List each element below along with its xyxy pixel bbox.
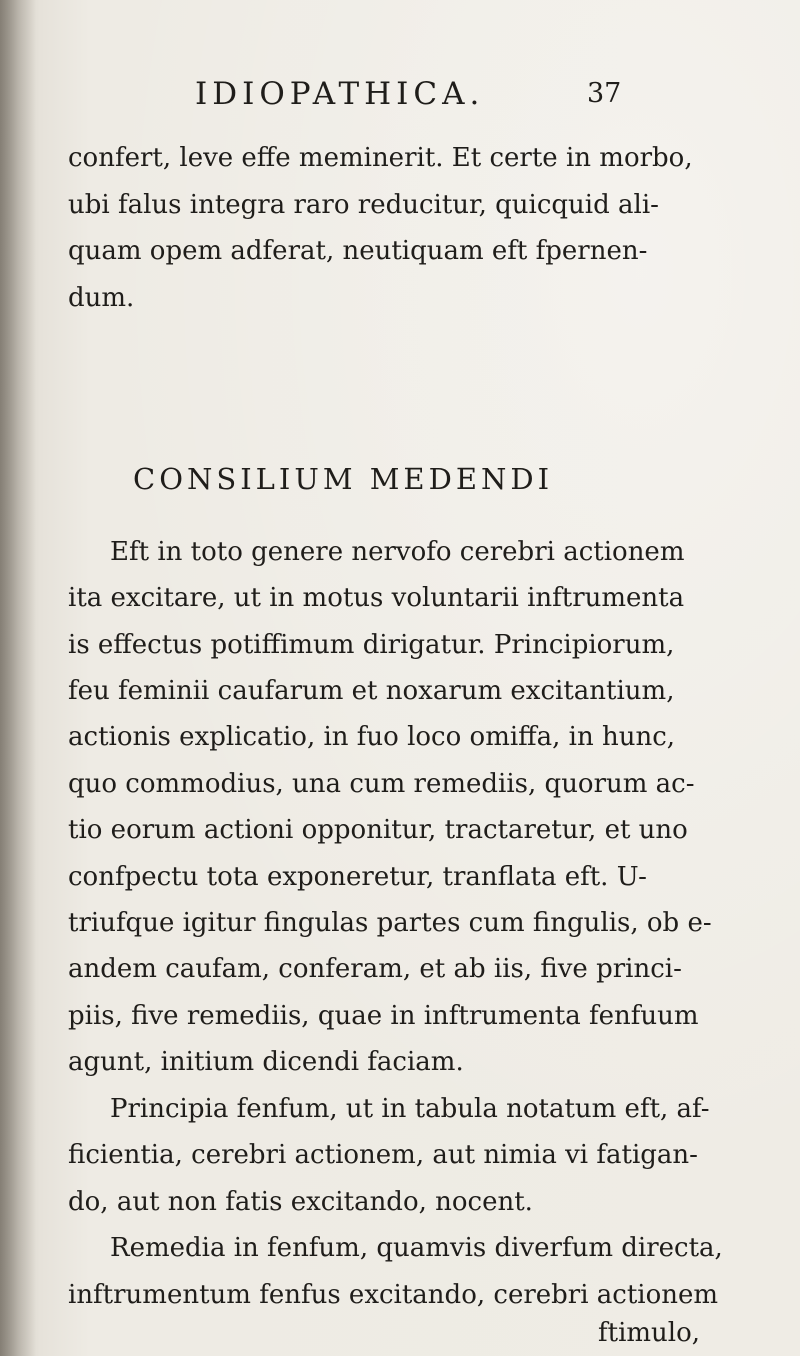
text-line: tio eorum actioni opponitur, tractaretur, et uno — [68, 815, 688, 845]
text-line: Principia fenfum, ut in tabula notatum eft, af- — [110, 1094, 710, 1124]
text-line: Remedia in fenfum, quamvis diverfum directa, — [110, 1233, 723, 1263]
text-line: feu feminii caufarum et noxarum excitantium, — [68, 676, 675, 706]
text-line: dum. — [68, 283, 135, 313]
text-line: confpectu tota exponeretur, tranflata eft. U- — [68, 862, 647, 892]
catchword: ftimulo, — [598, 1318, 701, 1348]
text-line: ubi falus integra raro reducitur, quicquid ali- — [68, 190, 659, 220]
text-line: ita excitare, ut in motus voluntarii inftrumenta — [68, 583, 685, 613]
section-heading: CONSILIUM MEDENDI — [133, 462, 554, 496]
text-line: quam opem adferat, neutiquam eft fpernen- — [68, 236, 648, 266]
running-title: IDIOPATHICA. — [195, 76, 485, 112]
text-line: andem caufam, conferam, et ab iis, five princi- — [68, 954, 682, 984]
page-number: 37 — [587, 78, 622, 109]
running-head — [195, 76, 625, 116]
text-line: confert, leve effe meminerit. Et certe in morbo, — [68, 143, 693, 173]
text-line: actionis explicatio, in fuo loco omiffa, in hunc, — [68, 722, 676, 752]
text-line: is effectus potiffimum dirigatur. Principiorum, — [68, 630, 675, 660]
text-line: agunt, initium dicendi faciam. — [68, 1047, 464, 1077]
text-line: piis, five remediis, quae in inftrumenta fenfuum — [68, 1001, 699, 1031]
text-line: Eft in toto genere nervofo cerebri actionem — [110, 537, 685, 567]
text-line: triufque igitur fingulas partes cum fingulis, ob e- — [68, 908, 712, 938]
text-line: inftrumentum fenfus excitando, cerebri actionem — [68, 1280, 719, 1310]
text-line: ficientia, cerebri actionem, aut nimia vi fatigan- — [68, 1140, 698, 1170]
text-line: quo commodius, una cum remediis, quorum ac- — [68, 769, 695, 799]
text-line: do, aut non fatis excitando, nocent. — [68, 1187, 533, 1217]
page-gutter-shadow — [0, 0, 36, 1356]
